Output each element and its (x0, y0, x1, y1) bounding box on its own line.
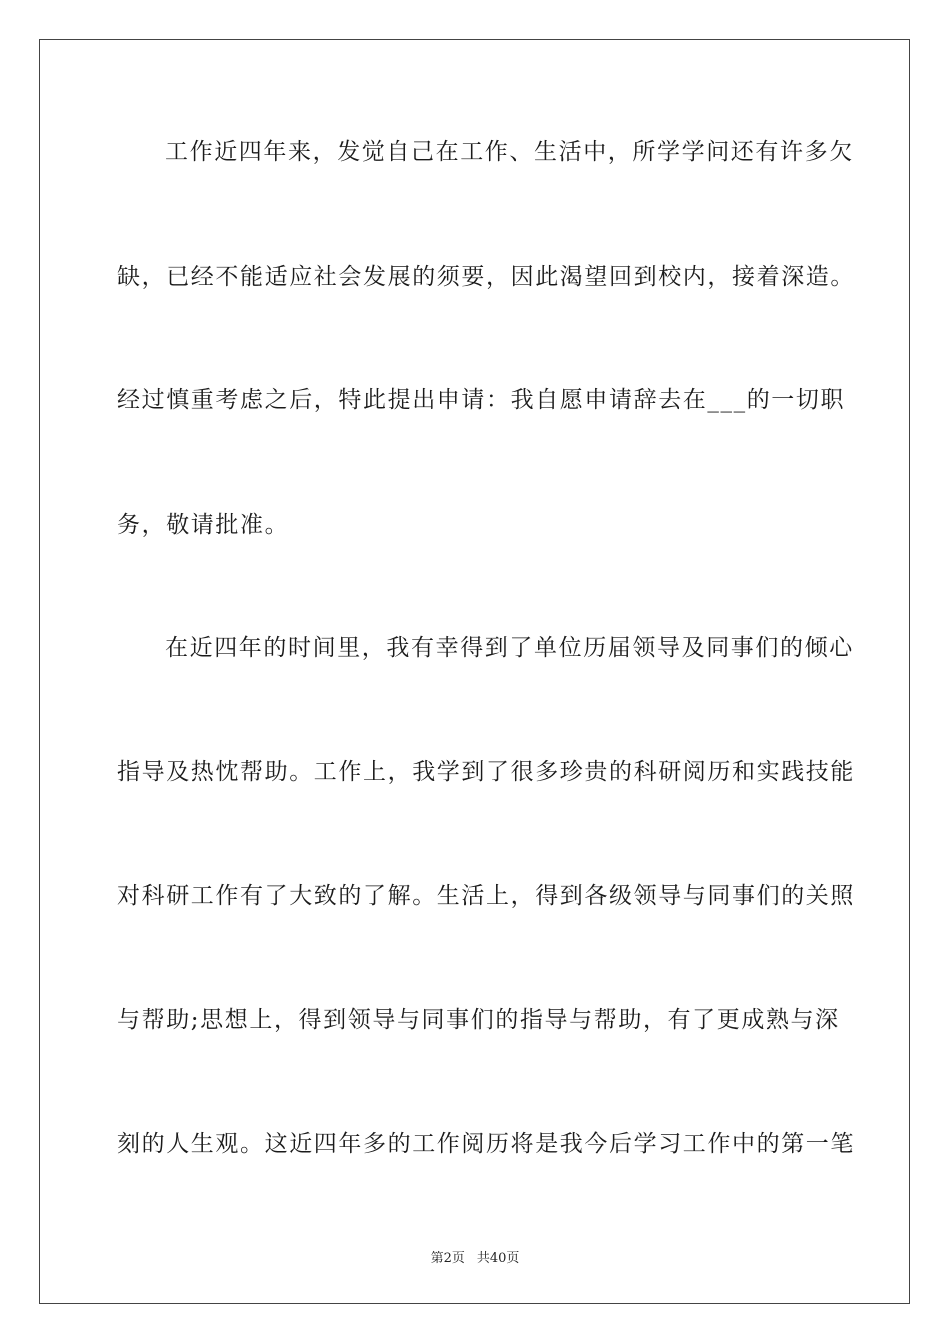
paragraph-line: 对科研工作有了大致的了解。生活上，得到各级领导与同事们的关照 (117, 883, 855, 909)
paragraph-line: 缺，已经不能适应社会发展的须要，因此渴望回到校内，接着深造。 (117, 264, 855, 290)
paragraph-line: 在近四年的时间里，我有幸得到了单位历届领导及同事们的倾心 (165, 635, 854, 661)
page-footer (0, 1247, 950, 1266)
paragraph-line: 工作近四年来，发觉自己在工作、生活中，所学学问还有许多欠 (165, 139, 854, 165)
page-border (39, 39, 910, 1304)
paragraph-line: 经过慎重考虑之后，特此提出申请：我自愿申请辞去在___的一切职 (117, 387, 846, 413)
page-total: 共40页 (476, 1251, 520, 1266)
paragraph-line: 刻的人生观。这近四年多的工作阅历将是我今后学习工作中的第一笔 (117, 1131, 855, 1157)
paragraph-line: 与帮助;思想上，得到领导与同事们的指导与帮助，有了更成熟与深 (117, 1007, 840, 1033)
page-number: 第2页 (430, 1251, 465, 1266)
paragraph-line: 务，敬请批准。 (117, 512, 290, 538)
paragraph-line: 指导及热忱帮助。工作上，我学到了很多珍贵的科研阅历和实践技能 (117, 759, 855, 785)
